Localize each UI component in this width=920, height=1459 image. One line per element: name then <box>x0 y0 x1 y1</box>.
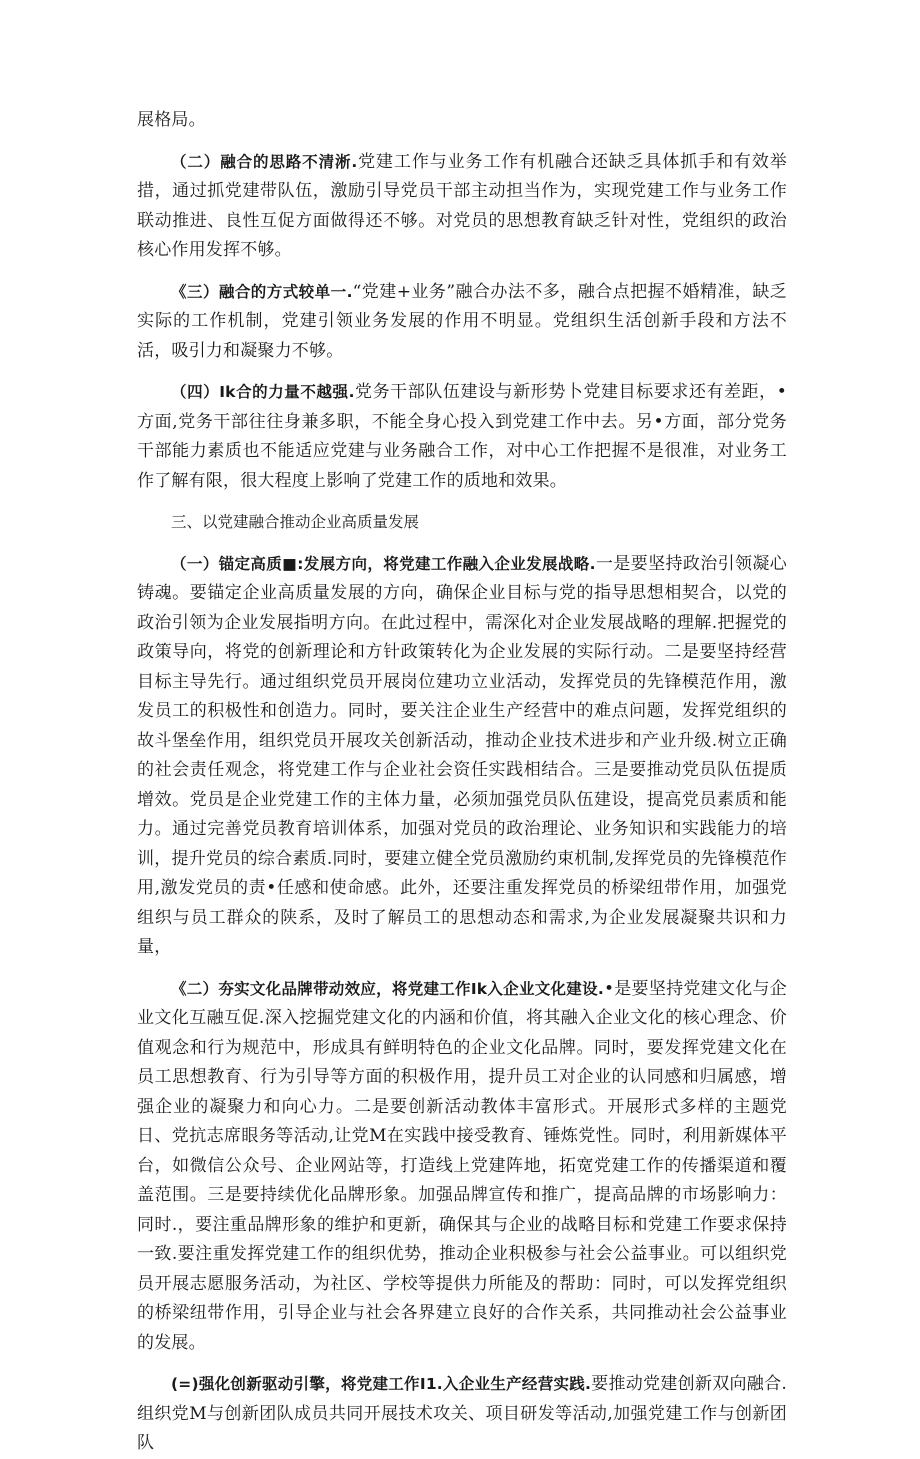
section-measure-2 <box>137 975 787 1359</box>
paragraph-issue-4 <box>137 378 787 496</box>
paragraph-issue-3 <box>137 278 787 367</box>
section-measure-1 <box>137 550 787 963</box>
paragraph-heading: （四）Ik合的力量不越强. <box>171 383 355 401</box>
paragraph-text: “党建+业务”融合办法不多，融合点把握不婚精准，缺乏实际的工作机制，党建引领业务发展的作用不明显。党组织生活创新手段和方法不活，吸引力和凝聚力不够。 <box>137 281 787 361</box>
section-title: 三、以党建融合推动企业高质量发展 <box>171 513 420 531</box>
paragraph-text: 党务干部队伍建设与新形势卜党建目标要求还有差距，•方面,党务干部往往身兼多职，不能全身心投入到党建工作中去。另•方面，部分党务干部能力素质也不能适应党建与业务融合工作，对中心工作把握不是很准，对业务工作了解有限，很大程度上影响了党建工作的质地和效果。 <box>137 382 787 491</box>
section-text: 要推动党建创新双向融合.组织党M与创新团队成员共同开展技术攻关、项目研发等活动,加强党建工作与创新团队 <box>137 1374 787 1453</box>
paragraph-continuation <box>137 106 787 136</box>
paragraph-issue-2 <box>137 148 787 266</box>
paragraph-heading: （二）融合的思路不清淅. <box>171 152 358 171</box>
section-heading: (=)强化创新驱动引擎，将党建工作I1.入企业生产经营实践. <box>171 1375 592 1393</box>
section-text: 一是要坚持政治引领凝心铸魂。要锚定企业高质量发展的方向，确保企业目标与党的指导思想相契合，以党的政治引领为企业发展指明方向。在此过程中，需深化对企业发展战略的理解.把握党的政策导向，将党的创新理论和方针政策转化为企业发展的实际行动。二是要坚持经营目标主导先行。通过组织党员开展岗位建功立业活动，发挥党员的先锋模范作用，激发员工的积极性和创造力。同时，要关注企业生产经营中的难点问题，发挥党组织的故斗堡垒作用，组织党员开展攻关创新活动，推动企业技术进步和产业升级.树立正确的社会责任观念，将党建工作与企业社会资任实践相结合。三是要推动党员队伍提质增效。党员是企业党建工作的主体力量，必须加强党员队伍建设，提高党员素质和能力。通过完善党员教育培训体系，加强对党员的政治理论、业务知识和实践能力的培训，提升党员的综合素质.同时，要建立健全党员激励约束机制,发挥党员的先锋模范作用,激发党员的责•任感和使命感。此外，还要注重发挥党员的桥梁纽带作用，加强党组织与员工群众的陕系，及时了解员工的思想动态和需求,为企业发展凝聚共识和力量， <box>137 553 787 957</box>
section-measure-3 <box>137 1370 787 1459</box>
paragraph-text: 党建工作与业务工作有机融合还缺乏具体抓手和有效举措，通过抓党建带队伍，激励引导党员干部主动担当作为，实现党建工作与业务工作联动推进、良性互促方面做得还不够。对党员的思想教育缺乏针对性，党组织的政治核心作用发挥不够。 <box>137 151 787 260</box>
section-text: •是要坚持党建文化与企业文化互融互促.深入挖掘党建文化的内涵和价值，将其融入企业文化的核心理念、价值观念和行为规范中，形成具有鲜明特色的企业文化品牌。同时，要发挥党建文化在员工思想教育、行为引导等方面的积极作用，提升员工对企业的认同感和归属感，增强企业的凝聚力和向心力。二是要创新活动教体丰富形式。开展形式多样的主题党日、党抗志席眼务等活动,让党M在实践中接受教育、锤炼党性。同时，利用新媒体平台，如微信公众号、企业网站等，打造线上党建阵地，拓宽党建工作的传播渠道和覆盖范围。三是要持续优化品牌形象。加强品牌宣传和推广，提高品牌的市场影响力：同时.，要注重品牌形象的维护和更新，确保其与企业的战略目标和党建工作要求保持一致.要注重发挥党建工作的组织优势，推动企业积极参与社会公益事业。可以组织党员开展志愿服务活动，为社区、学校等提供力所能及的帮助：同时，可以发挥党组织的桥梁纽带作用，引导企业与社会各界建立良好的合作关系，共同推动社会公益事业的发展。 <box>137 978 788 1353</box>
section-heading: （一）锚定高质■:发展方向，将党建工作融入企业发展战略. <box>171 554 596 573</box>
section-heading: 《二）夯实文化品牌带动效应，将党建工作Ik入企业文化建设. <box>171 979 604 998</box>
paragraph-text: 展格局。 <box>137 110 206 130</box>
document-page <box>137 106 787 1459</box>
paragraph-heading: 《三）融合的方式较单一. <box>171 282 353 301</box>
